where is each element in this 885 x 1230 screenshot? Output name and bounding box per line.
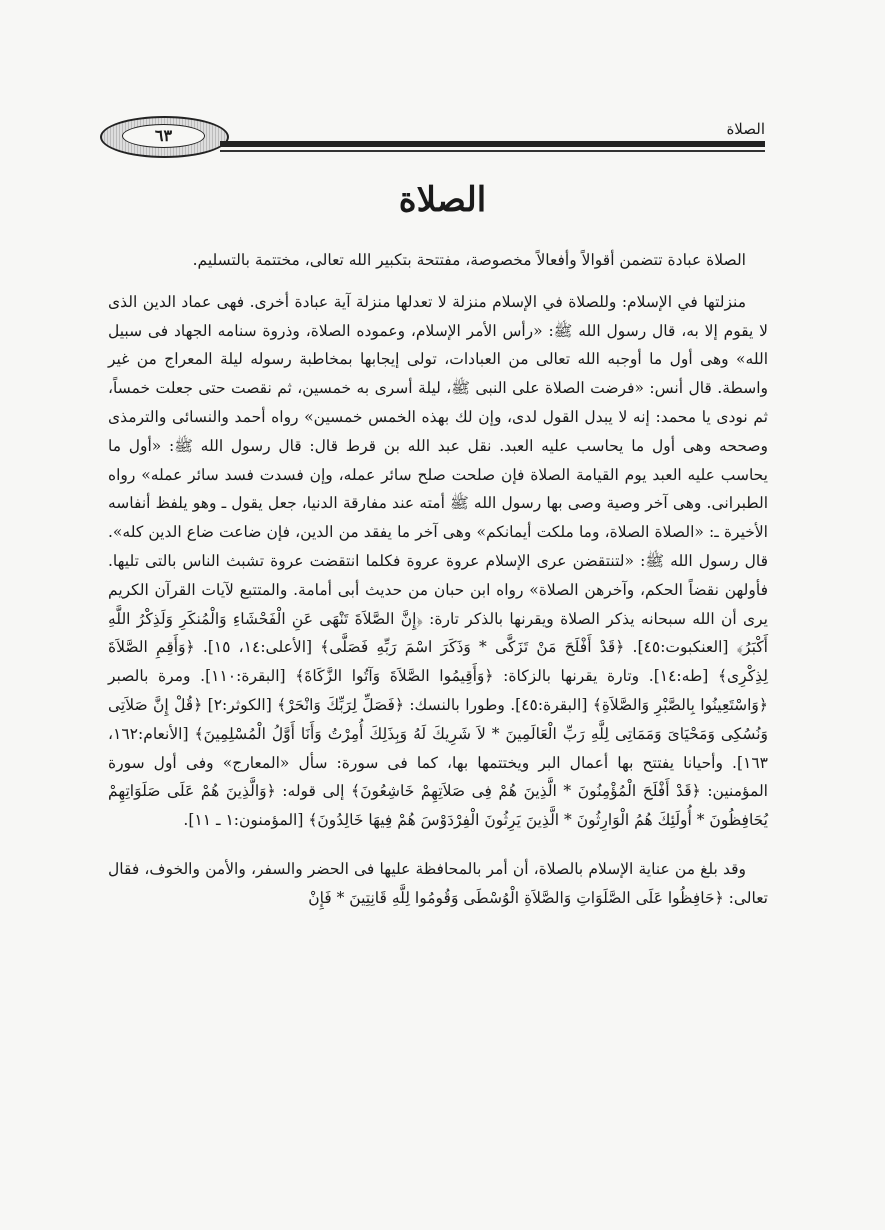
paragraph-preservation: وقد بلغ من عناية الإسلام بالصلاة، أن أمر بالمحافظة عليها فى الحضر والسفر، والأمن والخوف، فقال تعالى: ﴿حَافِظُوا عَلَى الصَّلَوَاتِ وَالصَّلاَةِ الْوُسْطَى وَقُومُوا لِلَّهِ قَانِتِينَ * فَإِنْ xyxy=(108,859,768,907)
paragraph-definition: الصلاة عبادة تتضمن أقوالاً وأفعالاً مخصوصة، مفتتحة بتكبير الله تعالى، مختتمة بالتسليم. xyxy=(192,251,746,269)
page-number-ornament xyxy=(100,116,229,158)
running-title: الصلاة xyxy=(726,120,765,138)
page-number: ٦٣ xyxy=(122,124,205,148)
paragraph-status: منزلتها في الإسلام: وللصلاة في الإسلام منزلة لا تعدلها منزلة آية عبادة أخرى. فهى عماد الدين الذى لا يقوم إلا به، قال رسول الله ﷺ: «رأس الأمر الإسلام، وعموده الصلاة، وذروة سنامه الجهاد فى سبيل الله» وهى أول ما أوجبه الله تعالى من العبادات، تولى إيجابها بمخاطبة رسوله ليلة المعراج من غير واسطة. قال أنس: «فرضت الصلاة على النبى ﷺ، ليلة أسرى به خمسين، ثم نقصت حتى جعلت خمساً، ثم نودى يا محمد: إنه لا يبدل القول لدى، وإن لك بهذه الخمس خمسين» رواه أحمد والنسائى والترمذى وصححه وهى أول ما يحاسب عليه العبد. نقل عبد الله بن قرط قال: قال رسول الله ﷺ: «أول ما يحاسب عليه العبد يوم القيامة الصلاة فإن صلحت صلح سائر عمله، وإن فسدت فسد سائر عمله» رواه الطبرانى. وهى آخر وصية وصى بها رسول الله ﷺ أمته عند مفارقة الدنيا، جعل يقول ـ وهو يلفظ أنفاسه الأخيرة ـ: «الصلاة الصلاة، وما ملكت أيمانكم» وهى آخر ما يفقد من الدين، فإن ضاعت ضاع الدين كله». قال رسول الله ﷺ: «لتنتقضن عرى الإسلام عروة عروة فكلما انتقضت عروة تشبث الناس بالتى تليها. فأولهن نقضاً الحكم، وآخرهن الصلاة» رواه ابن حبان من حديث أبى أمامة. والمتتبع لآيات القرآن الكريم يرى أن الله سبحانه يذكر الصلاة ويقرنها بالذكر تارة: ﴿إِنَّ الصَّلاَةَ تَنْهَى عَنِ الْفَحْشَاءِ وَالْمُنكَرِ وَلَذِكْرُ اللَّهِ أَكْبَرُ﴾ [العنكبوت:٤٥]. ﴿قَدْ أَفْلَحَ مَنْ تَزَكَّى * وَذَكَرَ اسْمَ رَبِّهِ فَصَلَّى﴾ [الأعلى:١٤، ١٥]. ﴿وَأَقِمِ الصَّلاَةَ لِذِكْرِى﴾ [طه:١٤]. وتارة يقرنها بالزكاة: ﴿وَأَقِيمُوا الصَّلاَةَ وَآتُوا الزَّكَاةَ﴾ [البقرة:١١٠]. ومرة بالصبر ﴿وَاسْتَعِينُوا بِالصَّبْرِ وَالصَّلاَةِ﴾ [البقرة:٤٥]. وطورا بالنسك: ﴿فَصَلِّ لِرَبِّكَ وَانْحَرْ﴾ [الكوثر:٢] ﴿قُلْ إِنَّ صَلاَتِى وَنُسُكِى وَمَحْيَاىَ وَمَمَاتِى لِلَّهِ رَبِّ الْعَالَمِينَ * لاَ شَرِيكَ لَهُ وَبِذَلِكَ أُمِرْتُ وَأَنَا أَوَّلُ الْمُسْلِمِينَ﴾ [الأنعام:١٦٢، ١٦٣]. وأحيانا يفتتح بها أعمال البر ويختتمها بها، كما فى سورة: سأل «المعارج» وفى أول سورة المؤمنين: ﴿قَدْ أَفْلَحَ الْمُؤْمِنُونَ * الَّذِينَ هُمْ فِى صَلاَتِهِمْ خَاشِعُونَ﴾ إلى قوله: ﴿وَالَّذِينَ هُمْ عَلَى صَلَوَاتِهِمْ يُحَافِظُونَ * أُولَئِكَ هُمُ الْوَارِثُونَ * الَّذِينَ يَرِثُونَ الْفِرْدَوْسَ هُمْ فِيهَا خَالِدُونَ﴾ [المؤمنون:١ ـ ١١]. xyxy=(108,292,768,830)
running-header xyxy=(100,110,765,165)
header-rule-thick xyxy=(220,141,765,147)
body-text xyxy=(108,246,768,913)
header-rule-thin xyxy=(220,150,765,152)
chapter-title: الصلاة xyxy=(398,180,487,220)
